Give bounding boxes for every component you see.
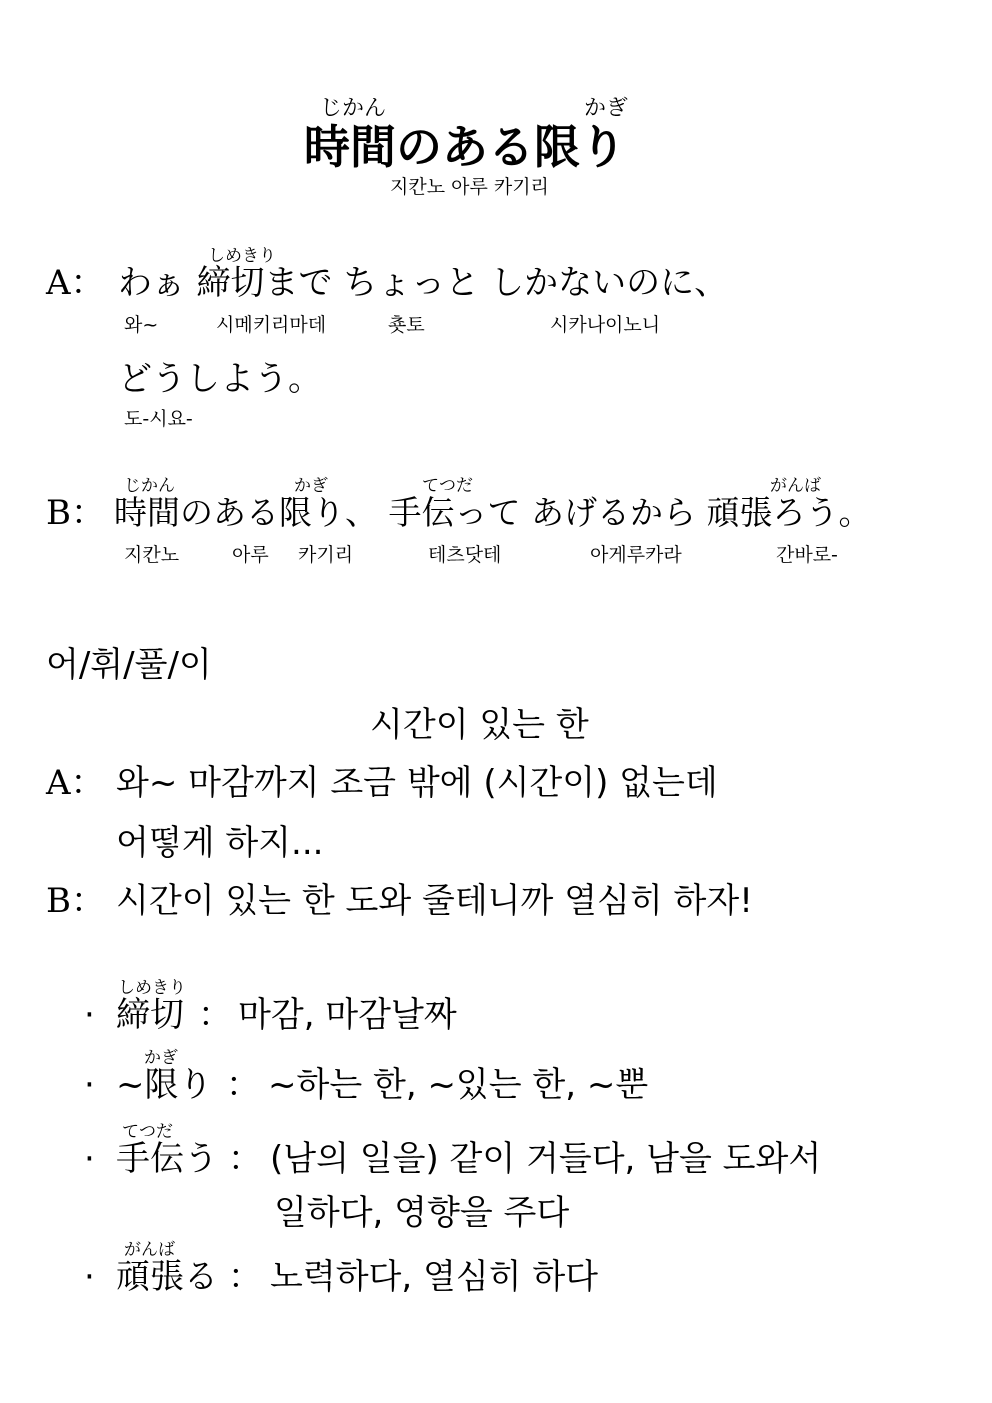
title-ruby-jikan: じかん <box>320 96 387 121</box>
reading-b-3: 카기리 <box>298 544 354 566</box>
vocab-separator: ： <box>228 1139 262 1179</box>
vocab-separator: ： <box>228 1257 262 1297</box>
vocab-meaning: 노력하다, 열심히 하다 <box>270 1257 599 1297</box>
dialogue-a-line2: どうしよう。 <box>118 359 322 399</box>
reading-a-2: 시메키리마데 <box>216 314 327 336</box>
vocab-term: 手伝う <box>116 1139 218 1179</box>
vocab-separator: ： <box>198 995 232 1035</box>
reading-b-1: 지칸노 <box>124 544 180 566</box>
title-korean-reading: 지칸노 아루 카기리 <box>390 176 549 198</box>
vocab-ruby: かぎ <box>144 1048 178 1068</box>
vocab-ruby: しめきり <box>118 978 186 998</box>
ruby-tetsuda: てつだ <box>422 476 473 496</box>
speaker-b-label: B： <box>46 493 105 533</box>
vocab-ruby: がんば <box>124 1240 175 1260</box>
translation-b-line: 시간이 있는 한 도와 줄테니까 열심히 하자! <box>116 881 753 921</box>
vocab-bullet: · <box>84 1257 95 1297</box>
vocab-meaning: 마감, 마감날짜 <box>238 995 457 1035</box>
vocab-meaning-continued: 일하다, 영향을 주다 <box>274 1193 570 1233</box>
reading-a-1: 와~ <box>124 314 159 336</box>
vocab-separator: ： <box>226 1065 260 1105</box>
vocab-meaning: ~하는 한, ~있는 한, ~뿐 <box>268 1065 649 1105</box>
reading-b-2: 아루 <box>232 544 269 566</box>
vocab-term: ~限り <box>116 1065 213 1105</box>
vocab-meaning: (남의 일을) 같이 거들다, 남을 도와서 <box>270 1139 822 1179</box>
reading-a-4: 시카나이노니 <box>550 314 661 336</box>
vocab-bullet: · <box>84 995 95 1035</box>
title-ruby-kagi: かぎ <box>584 96 629 121</box>
vocab-ruby: てつだ <box>122 1122 173 1142</box>
translation-a-line2: 어떻게 하지... <box>116 823 324 863</box>
dialogue-a-line1: わぁ 締切まで ちょっと しかないのに、 <box>118 263 729 303</box>
reading-a-3: 춋토 <box>388 314 425 336</box>
title-translation: 시간이 있는 한 <box>370 705 589 745</box>
speaker-a-label: A： <box>46 263 105 303</box>
vocab-bullet: · <box>84 1065 95 1105</box>
vocab-bullet: · <box>84 1139 95 1179</box>
ruby-kagi: かぎ <box>294 476 328 496</box>
reading-b-6: 간바로- <box>776 544 838 566</box>
page-title: 時間のある限り <box>304 120 626 174</box>
translation-a-line1: 와~ 마감까지 조금 밖에 (시간이) 없는데 <box>116 763 718 803</box>
reading-b-4: 테츠닷테 <box>428 544 502 566</box>
dialogue-b-line: 時間のある限り、 手伝って あげるから 頑張ろう。 <box>114 493 872 532</box>
ruby-ganba: がんば <box>770 476 821 496</box>
reading-a-line2: 도-시요- <box>124 408 193 430</box>
translation-b-label: B： <box>46 881 105 921</box>
ruby-jikan: じかん <box>124 476 175 496</box>
vocab-term: 締切 <box>116 995 184 1035</box>
vocab-term: 頑張る <box>116 1257 218 1297</box>
vocab-heading: 어/휘/풀/이 <box>46 645 212 685</box>
ruby-shimekiri: しめきり <box>208 246 276 266</box>
translation-a-label: A： <box>46 763 105 803</box>
reading-b-5: 아게루카라 <box>590 544 682 566</box>
